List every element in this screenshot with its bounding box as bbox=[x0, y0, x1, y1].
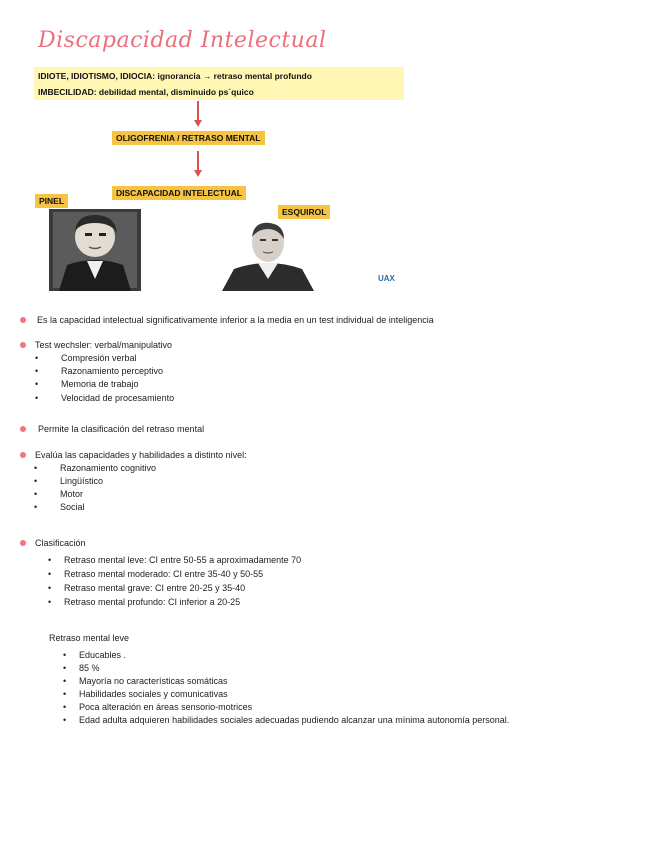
flow-arrow-1-head bbox=[194, 120, 202, 127]
list-item: • Razonamiento perceptivo bbox=[61, 366, 163, 376]
bullet-dot bbox=[20, 452, 26, 458]
list-item: • 85 % bbox=[79, 663, 100, 673]
bullet-clasificacion: Clasificación bbox=[35, 538, 86, 548]
list-item: • Lingüístico bbox=[60, 476, 103, 486]
list-item: • Poca alteración en áreas sensorio-motrices bbox=[79, 702, 252, 712]
flow-arrow-2 bbox=[197, 151, 199, 171]
bullet-dot bbox=[20, 426, 26, 432]
list-item: • Velocidad de procesamiento bbox=[61, 393, 174, 403]
bullet-dot bbox=[20, 317, 26, 323]
list-item: • Mayoría no características somáticas bbox=[79, 676, 228, 686]
definition-idiocia: IDIOTE, IDIOTISMO, IDIOCIA: ignorancia → retraso mental profundo bbox=[38, 71, 312, 81]
list-item: • Retraso mental moderado: CI entre 35-40 y 50-55 bbox=[64, 569, 263, 579]
list-item: • Retraso mental profundo: CI inferior a 20-25 bbox=[64, 597, 240, 607]
definition-imbecilidad: IMBECILIDAD: debilidad mental, disminuido ps´quico bbox=[38, 87, 254, 97]
bullet-dot bbox=[20, 342, 26, 348]
page-title: Discapacidad Intelectual bbox=[38, 28, 327, 53]
list-item: • Motor bbox=[60, 489, 83, 499]
list-item: • Educables . bbox=[79, 650, 126, 660]
list-item: • Compresión verbal bbox=[61, 353, 137, 363]
esquirol-portrait-image bbox=[216, 219, 320, 291]
bullet-clasificacion-retraso: Permite la clasificación del retraso mental bbox=[38, 424, 205, 434]
list-item: • Razonamiento cognitivo bbox=[60, 463, 156, 473]
bullet-evalua: Evalúa las capacidades y habilidades a distinto nivel: bbox=[35, 450, 247, 460]
list-item: • Retraso mental grave: CI entre 20-25 y 35-40 bbox=[64, 583, 245, 593]
list-item: • Memoria de trabajo bbox=[61, 379, 139, 389]
flow-step-discapacidad: DISCAPACIDAD INTELECTUAL bbox=[112, 186, 246, 200]
bullet-dot bbox=[20, 540, 26, 546]
list-item: • Edad adulta adquieren habilidades sociales adecuadas pudiendo alcanzar una mínima autonomía personal. bbox=[79, 715, 509, 725]
bullet-definicion: Es la capacidad intelectual significativamente inferior a la media en un test individual de inteligencia bbox=[37, 315, 434, 325]
flow-step-oligofrenia: OLIGOFRENIA / RETRASO MENTAL bbox=[112, 131, 265, 145]
label-esquirol: ESQUIROL bbox=[278, 205, 330, 219]
flow-arrow-1 bbox=[197, 101, 199, 121]
list-item: • Social bbox=[60, 502, 85, 512]
bullet-wechsler: Test wechsler: verbal/manipulativo bbox=[35, 340, 173, 350]
uax-logo: UAX bbox=[378, 274, 395, 283]
section-heading-leve: Retraso mental leve bbox=[49, 633, 130, 643]
definitions-box bbox=[34, 67, 404, 100]
list-item: • Habilidades sociales y comunicativas bbox=[79, 689, 228, 699]
label-pinel: PINEL bbox=[35, 194, 68, 208]
flow-arrow-2-head bbox=[194, 170, 202, 177]
pinel-portrait-image bbox=[49, 209, 141, 291]
list-item: • Retraso mental leve: CI entre 50-55 a aproximadamente 70 bbox=[64, 555, 301, 565]
